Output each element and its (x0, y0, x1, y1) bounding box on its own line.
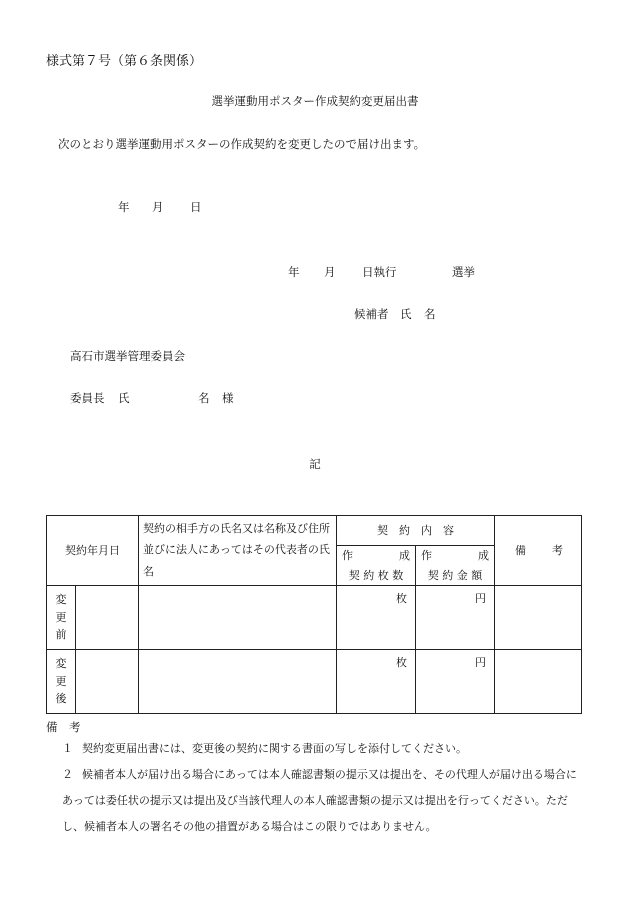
intro-text: 次のとおり選挙運動用ポスターの作成契約を変更したので届け出ます。 (58, 137, 426, 151)
row-label-char: 変 (55, 593, 67, 607)
note-item-2 (62, 762, 587, 840)
candidate-label: 候補者 (354, 307, 389, 321)
chair-label: 委員長 (70, 391, 105, 405)
contract-table (46, 515, 582, 714)
table-row-after (47, 650, 582, 714)
election-year-label: 年 (288, 265, 300, 279)
chair-line (70, 390, 234, 406)
cell-remarks-before[interactable] (495, 586, 582, 650)
amount-char-1: 作 (421, 549, 432, 563)
form-number: 様式第７号（第６条関係） (46, 54, 203, 69)
amount-char-2: 成 (478, 549, 489, 563)
chair-name-2: 名 (198, 391, 210, 405)
cell-remarks-after[interactable] (495, 650, 582, 714)
candidate-line (354, 306, 436, 322)
row-label-char: 変 (55, 657, 67, 671)
cell-count-after[interactable]: 枚 (337, 650, 416, 714)
election-line (288, 264, 475, 280)
note-item-1 (62, 736, 602, 762)
note-number: ２ (62, 768, 73, 781)
table-row-before (47, 586, 582, 650)
remarks-char-2: 考 (552, 543, 563, 557)
election-label: 選挙 (452, 265, 475, 279)
committee-name: 高石市選挙管理委員会 (70, 349, 185, 363)
count-char-2: 成 (399, 549, 410, 563)
cell-count-before[interactable]: 枚 (337, 586, 416, 650)
ki-heading: 記 (309, 457, 321, 471)
amount-label: 契 約 金 額 (427, 568, 483, 582)
count-char-1: 作 (342, 549, 353, 563)
count-label: 契 約 枚 数 (348, 568, 404, 582)
header-remarks (495, 516, 582, 586)
cell-date-after[interactable] (76, 650, 139, 714)
submission-date (118, 199, 202, 215)
note-number: １ (62, 742, 73, 755)
header-amount (416, 546, 495, 586)
header-contract-date: 契約年月日 (47, 516, 139, 586)
date-day-label: 日 (190, 200, 202, 214)
row-label-char: 前 (55, 628, 67, 642)
cell-date-before[interactable] (76, 586, 139, 650)
cell-partner-after[interactable] (139, 650, 337, 714)
header-contract-partner: 契約の相手方の氏名又は名称及び住所並びに法人にあってはその代表者の氏名 (139, 516, 337, 586)
note-text: 候補者本人が届け出る場合にあっては本人確認書類の提示又は提出を、その代理人が届け出る場合にあっては委任状の提示又は提出及び当該代理人の本人確認書類の提示又は提出を行ってください。ただし、候補者本人の署名その他の措置がある場合はこの限りではありません。 (62, 768, 577, 833)
note-text: 契約変更届出書には、変更後の契約に関する書面の写しを添付してください。 (82, 742, 467, 755)
candidate-name-1: 氏 (400, 307, 412, 321)
candidate-name-2: 名 (424, 307, 436, 321)
row-label-char: 更 (55, 610, 67, 624)
row-label-char: 更 (55, 674, 67, 688)
document-title: 選挙運動用ポスター作成契約変更届出書 (211, 94, 419, 108)
election-month-label: 月 (324, 265, 336, 279)
row-label-after (47, 650, 76, 714)
row-label-before (47, 586, 76, 650)
date-month-label: 月 (152, 200, 164, 214)
election-day-exec-label: 日執行 (362, 265, 397, 279)
remarks-char-1: 備 (515, 543, 526, 557)
header-count (337, 546, 416, 586)
cell-partner-before[interactable] (139, 586, 337, 650)
date-year-label: 年 (118, 200, 130, 214)
cell-amount-after[interactable]: 円 (416, 650, 495, 714)
chair-name-1: 氏 (118, 391, 130, 405)
notes-heading: 備 考 (46, 720, 81, 734)
cell-amount-before[interactable]: 円 (416, 586, 495, 650)
header-contract-contents: 契 約 内 容 (337, 516, 495, 546)
row-label-char: 後 (55, 692, 67, 706)
honorific: 様 (222, 391, 234, 405)
